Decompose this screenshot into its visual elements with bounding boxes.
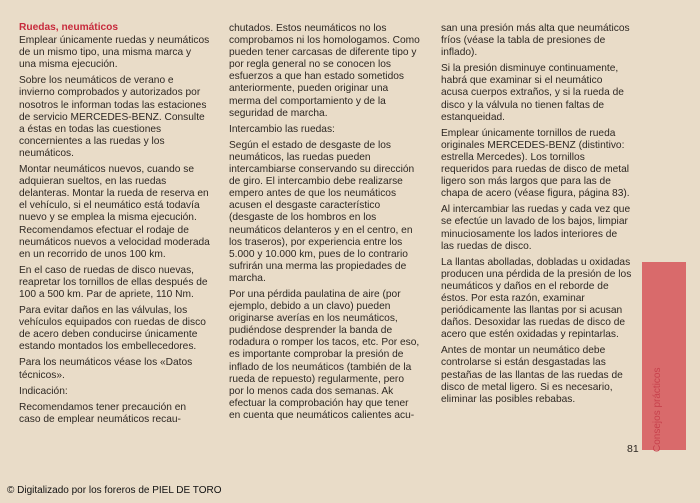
paragraph: Para los neumáticos véase los «Datos técnicos». [19,357,193,381]
section-heading: Ruedas, neumáticos [19,22,119,33]
paragraph: Para evitar daños en las válvulas, los vehículos equipados con ruedas de disco de acero deben conducirse únicamente estando montados los embellecedores. [19,305,206,353]
paragraph: Recomendamos tener precaución en caso de emplear neumáticos recau- [19,401,187,425]
page-number: 81 [627,443,639,455]
paragraph: Emplear únicamente ruedas y neumáticos de un mismo tipo, una misma marca y una misma ejecución. [19,35,210,71]
paragraph: En el caso de ruedas de disco nuevas, reapretar los tornillos de ellas después de 100 a 500 km. Par de apriete, 110 Nm. [19,264,208,300]
scan-credit: © Digitalizado por los foreros de PIEL DE TORO [7,485,222,496]
paragraph: Emplear únicamente tornillos de rueda originales MERCEDES-BENZ (distintivo: estrella Mercedes). Los tornillos requeridos para ruedas de disco de metal ligero son más largos que para las de chapa de acero (véase figura, página 83). [441,127,630,200]
paragraph: Montar neumáticos nuevos, cuando se adquieran sueltos, en las ruedas delanteras. Montar la rueda de reserva en el vehículo, si el neumático está todavía nuevo y se emplea la misma ejecución. Recomendamos efectuar el rodaje de neumáticos nuevos a velocidad moderada en un recorrido de unos 100 km. [19,164,210,260]
text-column-1 [19,22,210,430]
paragraph: Según el estado de desgaste de los neumáticos, las ruedas pueden intercambiarse conservando su dirección de giro. El intercambio debe realizarse empero antes de que los neumáticos acusen el desgaste característico (desgaste de los hombros en los neumáticos delanteros y en el centro, en los traseros), por experiencia entre los 5.000 y 10.000 km, pues de lo contrario sufrirán una merma las propiedades de marcha. [229,139,415,284]
section-tab-label: Consejos prácticos [652,367,663,452]
paragraph: Antes de montar un neumático debe controlarse si están desgastadas las pestañas de las llantas de las ruedas de disco de metal ligero. Si es necesario, eliminar las posibles rebabas. [441,345,623,405]
paragraph: Al intercambiar las ruedas y cada vez que se efectúe un lavado de los bajos, limpiar minuciosamente los lados interiores de las ruedas de disco. [441,204,631,252]
text-column-2 [229,23,420,426]
paragraph: La llantas abolladas, dobladas u oxidadas producen una pérdida de la presión de los neumáticos y daños en el reborde de éstos. Por esta razón, examinar periódicamente las llantas por si acusan daños. Desoxidar las ruedas de disco de acero que estén oxidadas y repintarlas. [441,256,632,341]
subheading: Intercambio las ruedas: [229,123,335,135]
paragraph: san una presión más alta que neumáticos fríos (véase la tabla de presiones de inflado). [441,23,630,59]
paragraph: Si la presión disminuye continuamente, habrá que examinar si el neumático acusa cuerpos extraños, y si la rueda de disco y la válvula no tienen faltas de estanqueidad. [441,63,624,123]
text-column-3 [441,23,632,410]
section-tab [642,262,686,450]
paragraph: chutados. Estos neumáticos no los comprobamos ni los homologamos. Como pueden tener carcasas de diferente tipo y por regla general no se conocen los esfuerzos a que han estado sometidos anteriormente, pueden originar una merma del comportamiento y de la seguridad de marcha. [229,23,420,119]
note-label: Indicación: [19,385,68,397]
paragraph: Por una pérdida paulatina de aire (por ejemplo, debido a un clavo) pueden originarse averías en los neumáticos, pudiéndose desprender la banda de rodadura o romper los tacos, etc. Por eso, es importante comprobar la presión de inflado de los neumáticos (también de la rueda de repuesto) regularmente, pero por lo menos cada dos semanas. Ak efectuar la comprobación hay que tener en cuenta que neumáticos calientes acu- [229,288,420,421]
paragraph: Sobre los neumáticos de verano e invierno comprobados y autorizados por nosotros le informan todas las estaciones de servicio MERCEDES-BENZ. Consulte a éstas en todas las cuestiones concernientes a las ruedas y los neumáticos. [19,75,207,159]
